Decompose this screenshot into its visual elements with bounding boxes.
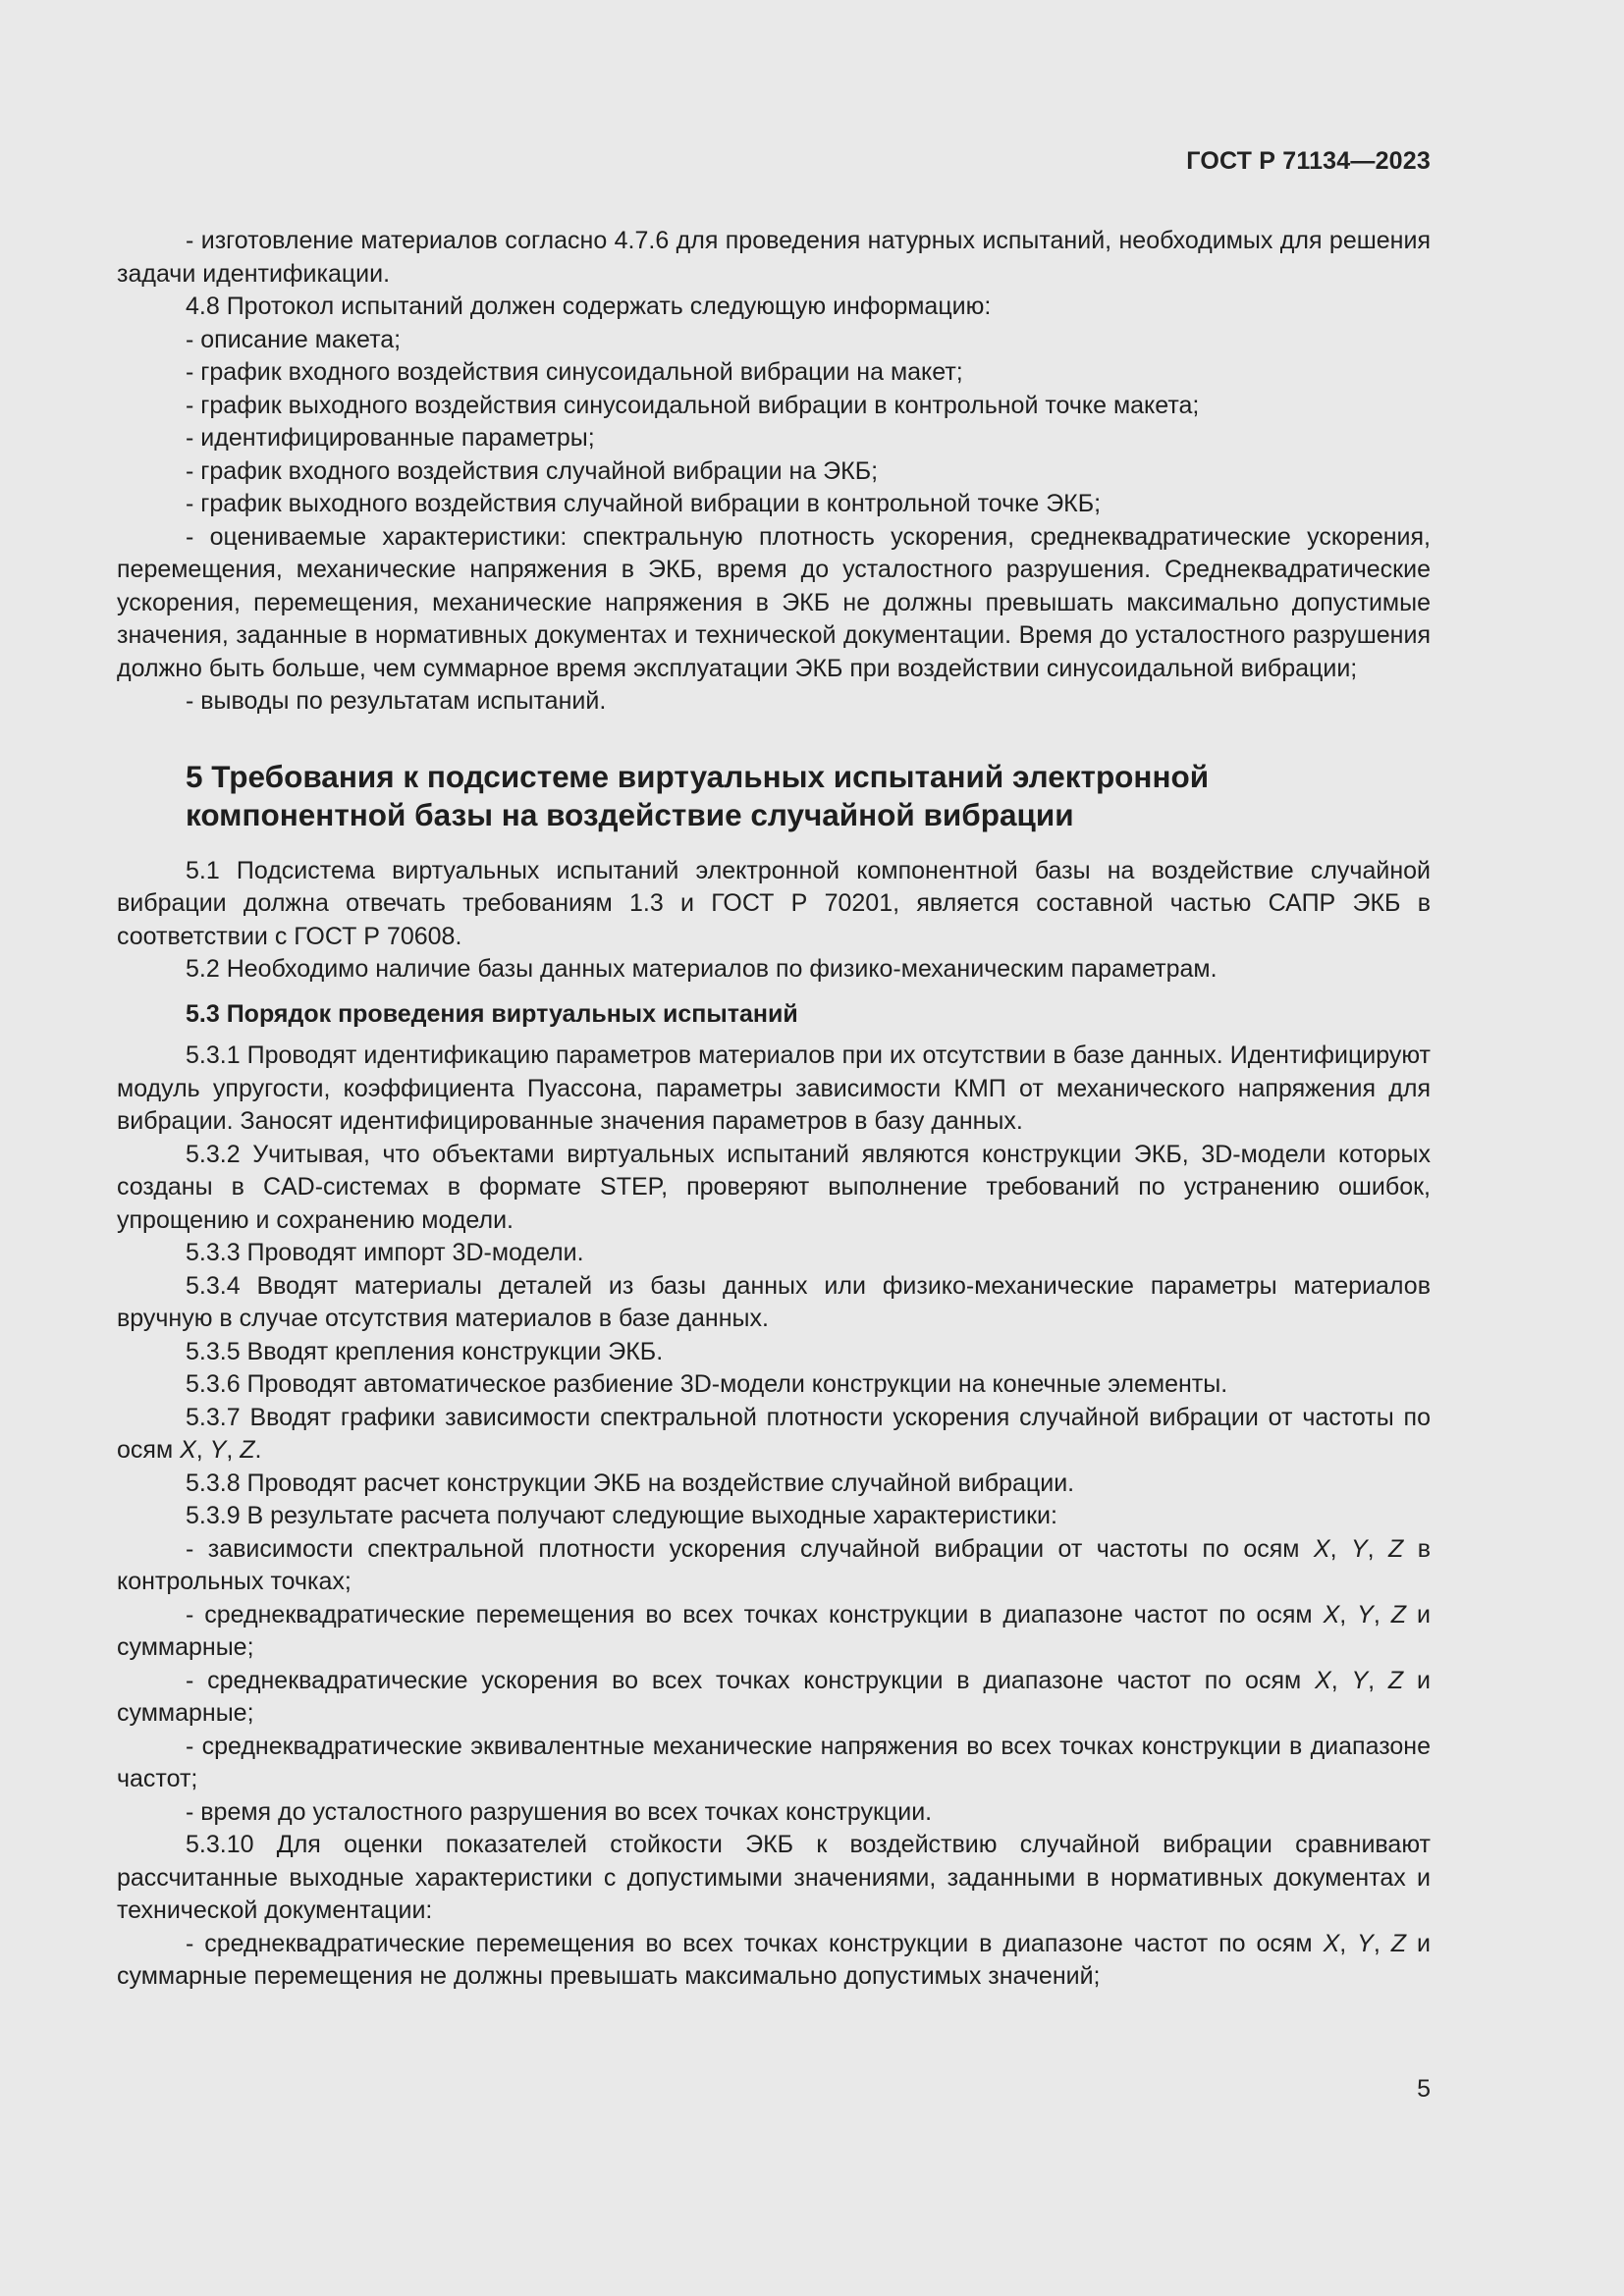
list-item-text: и суммарные; bbox=[117, 1600, 1431, 1661]
axis-z-label: Z bbox=[240, 1436, 255, 1464]
separator: , bbox=[1329, 1534, 1351, 1563]
list-item-text: - зависимости спектральной плотности ускорения случайной вибрации от частоты по осям bbox=[186, 1534, 1314, 1563]
axis-x-label: X bbox=[1313, 1534, 1330, 1563]
document-number-header: ГОСТ Р 71134—2023 bbox=[1186, 147, 1431, 175]
axis-y-label: Y bbox=[1350, 1534, 1368, 1563]
list-item-text: - среднеквадратические перемещения во всех точках конструкции в диапазоне частот по осям bbox=[186, 1600, 1324, 1629]
list-item-mockup-description: - описание макета; bbox=[186, 325, 402, 353]
list-item-evaluated-characteristics: - оцениваемые характеристики: спектральную плотность ускорения, среднеквадратические ускорения, перемещения, механические напряжения в ЭКБ, время до усталостного разрушения. Среднеквадратические ускорения, перемещения, механические напряжения в ЭКБ не должны превышать максимально допустимые значения, заданные в нормативных документах и технической документации. Время до усталостного разрушения должно быть больше, чем суммарное время эксплуатации ЭКБ при воздействии синусоидальной вибрации; bbox=[117, 522, 1431, 682]
axis-x-label: X bbox=[180, 1436, 196, 1464]
axis-x-label: X bbox=[1323, 1600, 1340, 1629]
list-item-psd-dependencies bbox=[117, 1533, 1431, 1599]
separator: , bbox=[1368, 1666, 1388, 1694]
paragraph-5-3-5: 5.3.5 Вводят крепления конструкции ЭКБ. bbox=[186, 1337, 664, 1365]
paragraph-5-3-4: 5.3.4 Вводят материалы деталей из базы данных или физико-механические параметры материалов вручную в случае отсутствия материалов в базе данных. bbox=[117, 1271, 1431, 1332]
paragraph-5-3-1: 5.3.1 Проводят идентификацию параметров материалов при их отсутствии в базе данных. Идентифицируют модуль упругости, коэффициента Пуассона, параметры зависимости КМП от механического напряжения для вибрации. Заносят идентифицированные значения параметров в базу данных. bbox=[117, 1041, 1431, 1135]
list-item-conclusions: - выводы по результатам испытаний. bbox=[186, 687, 607, 715]
paragraph-4-8: 4.8 Протокол испытаний должен содержать следующую информацию: bbox=[186, 293, 992, 320]
period: . bbox=[254, 1436, 262, 1464]
list-item-text: в контрольных точках; bbox=[117, 1534, 1431, 1595]
paragraph-5-3-9: 5.3.9 В результате расчета получают следующие выходные характеристики: bbox=[186, 1502, 1057, 1529]
axis-y-label: Y bbox=[1357, 1929, 1374, 1957]
list-item-text: - среднеквадратические ускорения во всех точках конструкции в диапазоне частот по осям bbox=[186, 1666, 1316, 1694]
section-5-heading bbox=[117, 758, 1431, 834]
axis-y-label: Y bbox=[209, 1436, 227, 1464]
list-item-text: и суммарные; bbox=[117, 1666, 1431, 1727]
axis-z-label: Z bbox=[1390, 1929, 1407, 1957]
separator: , bbox=[1367, 1534, 1388, 1563]
axis-z-label: Z bbox=[1387, 1666, 1404, 1694]
separator: , bbox=[1339, 1929, 1358, 1957]
axis-x-label: X bbox=[1315, 1666, 1331, 1694]
separator: , bbox=[1339, 1600, 1358, 1629]
separator: , bbox=[1373, 1600, 1391, 1629]
page-body bbox=[117, 225, 1431, 1994]
paragraph-5-3-10: 5.3.10 Для оценки показателей стойкости ЭКБ к воздействию случайной вибрации сравнивают рассчитанные выходные характеристики с допустимыми значениями, заданными в нормативных документах и технической документации: bbox=[117, 1831, 1431, 1924]
list-item-rms-displacements-limit bbox=[117, 1928, 1431, 1994]
axis-x-label: X bbox=[1323, 1929, 1340, 1957]
paragraph-5-3-7 bbox=[117, 1402, 1431, 1468]
paragraph-5-3-3: 5.3.3 Проводят импорт 3D-модели. bbox=[186, 1239, 584, 1266]
page-number: 5 bbox=[1417, 2075, 1431, 2103]
axis-z-label: Z bbox=[1390, 1600, 1407, 1629]
axis-y-label: Y bbox=[1357, 1600, 1374, 1629]
separator: , bbox=[226, 1436, 241, 1464]
list-item-text: и суммарные перемещения не должны превышать максимально допустимых значений; bbox=[117, 1929, 1431, 1990]
paragraph-5-2: 5.2 Необходимо наличие базы данных материалов по физико-механическим параметрам. bbox=[186, 955, 1218, 983]
paragraph-5-3-8: 5.3.8 Проводят расчет конструкции ЭКБ на воздействие случайной вибрации. bbox=[186, 1468, 1075, 1497]
separator: , bbox=[1330, 1666, 1352, 1694]
paragraph-5-3-6: 5.3.6 Проводят автоматическое разбиение 3D-модели конструкции на конечные элементы. bbox=[186, 1370, 1228, 1398]
list-item-rms-displacements bbox=[117, 1599, 1431, 1665]
list-item-rms-stresses: - среднеквадратические эквивалентные механические напряжения во всех точках конструкции в диапазоне частот; bbox=[117, 1732, 1431, 1792]
axis-z-label: Z bbox=[1388, 1534, 1404, 1563]
paragraph-materials-manufacturing: - изготовление материалов согласно 4.7.6 для проведения натурных испытаний, необходимых для решения задачи идентификации. bbox=[117, 227, 1431, 288]
list-item-rms-accelerations bbox=[117, 1665, 1431, 1731]
paragraph-5-3-2: 5.3.2 Учитывая, что объектами виртуальных испытаний являются конструкции ЭКБ, 3D-модели которых созданы в CAD-системах в формате STEP, проверяют выполнение требований по устранению ошибок, упрощению и сохранению модели. bbox=[117, 1140, 1431, 1234]
subsection-5-3-heading: 5.3 Порядок проведения виртуальных испытаний bbox=[186, 999, 798, 1028]
paragraph-5-3-7-text: 5.3.7 Вводят графики зависимости спектральной плотности ускорения случайной вибрации от частоты по осям bbox=[117, 1403, 1431, 1464]
list-item-fatigue-time: - время до усталостного разрушения во всех точках конструкции. bbox=[186, 1797, 933, 1826]
paragraph-5-1: 5.1 Подсистема виртуальных испытаний электронной компонентной базы на воздействие случайной вибрации должна отвечать требованиям 1.3 и ГОСТ Р 70201, является составной частью САПР ЭКБ в соответствии с ГОСТ Р 70608. bbox=[117, 856, 1431, 950]
section-5-heading-line1: 5 Требования к подсистеме виртуальных испытаний электронной bbox=[186, 758, 1210, 794]
list-item-sine-input-graph: - график входного воздействия синусоидальной вибрации на макет; bbox=[186, 358, 963, 386]
list-item-random-output-graph: - график выходного воздействия случайной вибрации в контрольной точке ЭКБ; bbox=[186, 490, 1102, 517]
separator: , bbox=[1373, 1929, 1391, 1957]
separator: , bbox=[195, 1436, 210, 1464]
list-item-random-input-graph: - график входного воздействия случайной вибрации на ЭКБ; bbox=[186, 456, 879, 485]
section-5-heading-line2: компонентной базы на воздействие случайной вибрации bbox=[186, 796, 1074, 832]
axis-y-label: Y bbox=[1351, 1666, 1369, 1694]
list-item-identified-parameters: - идентифицированные параметры; bbox=[186, 424, 595, 452]
list-item-text: - среднеквадратические перемещения во всех точках конструкции в диапазоне частот по осям bbox=[186, 1929, 1324, 1957]
list-item-sine-output-graph: - график выходного воздействия синусоидальной вибрации в контрольной точке макета; bbox=[186, 391, 1200, 419]
